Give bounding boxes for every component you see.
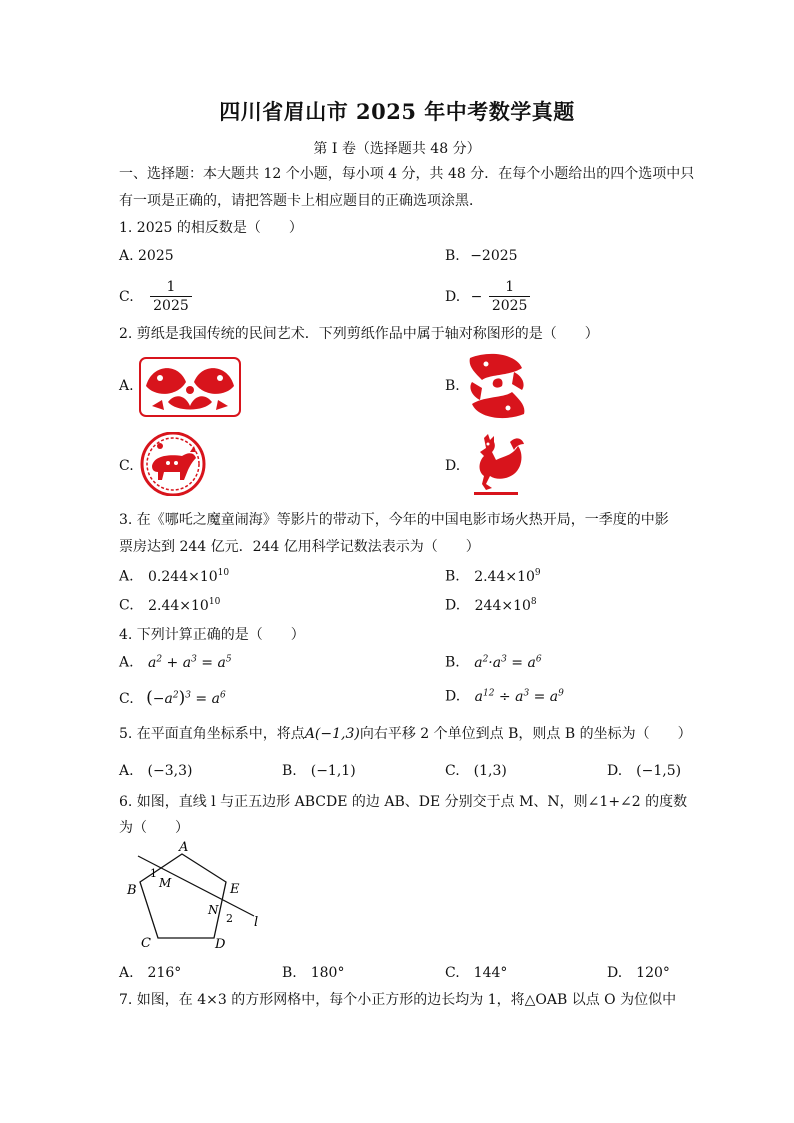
q3-option-b-base: 2.44×10 [474, 568, 535, 585]
q5-option-a: A. (−3,3) [119, 763, 193, 779]
q6-option-d: D. 120° [607, 965, 670, 981]
q1-option-c-numerator: 1 [150, 278, 192, 297]
q2-option-a-label: A. [119, 378, 134, 394]
q1-option-c-fraction [150, 278, 192, 315]
q4-option-a [119, 654, 232, 671]
question-2-stem: 2. 剪纸是我国传统的民间艺术．下列剪纸作品中属于轴对称图形的是（ ） [119, 326, 599, 342]
q5-option-c: C. (1,3) [445, 763, 507, 779]
q3-option-c-base: 2.44×10 [148, 597, 209, 614]
line-l-label: l [254, 915, 259, 930]
q3-option-b-label: B. [445, 568, 460, 585]
question-5-stem [119, 724, 692, 744]
q3-option-d [445, 597, 537, 614]
q4-option-b [445, 654, 542, 671]
q3-option-c-label: C. [119, 597, 134, 614]
paper-cut-twin-fish-image [138, 356, 242, 418]
page-subtitle: 第 I 卷（选择题共 48 分） [313, 141, 481, 157]
q4-option-c-label: C. [119, 691, 134, 707]
q6-option-a: A. 216° [119, 965, 182, 981]
q4-option-b-expression: $a^2\cdot a^3 = a^6$ [474, 654, 542, 671]
question-6-stem-line-2: 为（ ） [119, 820, 189, 836]
q1-option-b-label: B. [445, 248, 460, 264]
pentagon-diagram [122, 840, 272, 955]
q3-option-b-exponent: 9 [534, 568, 541, 578]
q1-option-c-denominator: 2025 [153, 298, 189, 314]
vertex-c-label: C [141, 936, 151, 951]
q3-option-b [445, 568, 541, 585]
vertex-d-label: D [215, 937, 226, 952]
point-n-label: N [208, 903, 219, 917]
q3-option-a-exponent: 10 [217, 568, 230, 578]
question-6-stem-line-1: 6. 如图，直线 l 与正五边形 ABCDE 的边 AB、DE 分别交于点 M、N，则∠1+∠2 的度数 [119, 794, 688, 810]
q5-option-b: B. (−1,1) [282, 763, 356, 779]
vertex-e-label: E [230, 882, 240, 897]
q3-option-d-label: D. [445, 597, 461, 614]
q6-option-b: B. 180° [282, 965, 345, 981]
question-3-stem-line-1: 3. 在《哪吒之魔童闹海》等影片的带动下，今年的中国电影市场火热开局，一季度的中影 [119, 512, 669, 528]
q1-option-c-label: C. [119, 288, 134, 305]
q4-option-b-label: B. [445, 654, 460, 671]
q2-option-c-label: C. [119, 458, 134, 474]
q1-option-b [445, 248, 518, 264]
question-3-stem-line-2: 票房达到 244 亿元．244 亿用科学记数法表示为（ ） [119, 539, 480, 555]
q3-option-d-base: 244×10 [474, 597, 531, 614]
q1-option-d-label: D. [445, 288, 461, 305]
vertex-a-label: A [179, 840, 189, 855]
q4-option-a-label: A. [119, 654, 134, 671]
paper-cut-ox-image [138, 432, 208, 496]
q4-option-d-expression: $a^{12} \div a^3 = a^9$ [474, 688, 564, 705]
q5-stem-suffix: 向右平移 2 个单位到点 B，则点 B 的坐标为（ ） [359, 726, 692, 742]
point-m-label: M [159, 876, 172, 890]
vertex-b-label: B [127, 883, 137, 898]
paper-cut-rooster-image [466, 432, 526, 498]
angle-1-label: 1 [150, 867, 157, 880]
q1-option-c [119, 278, 192, 315]
q3-option-d-exponent: 8 [530, 597, 537, 607]
angle-2-label: 2 [226, 912, 233, 925]
q4-option-c-expression: $(-a^2)^3 = a^6$ [146, 688, 226, 708]
question-1-stem: 1. 2025 的相反数是（ ） [119, 220, 303, 236]
q6-option-c: C. 144° [445, 965, 508, 981]
section-instructions-line-1: 一、选择题：本大题共 12 个小题，每小项 4 分，共 48 分．在每个小题给出的四个选项中只 [119, 166, 695, 182]
q5-stem-prefix: 5. 在平面直角坐标系中，将点 [119, 726, 305, 742]
q2-option-d-label: D. [445, 458, 461, 474]
q4-option-a-expression: $a^2 + a^3 = a^5$ [148, 654, 232, 671]
q4-option-c [119, 688, 226, 708]
q5-stem-point: A(−1,3) [304, 726, 360, 742]
q4-option-d [445, 688, 564, 705]
question-7-stem: 7. 如图，在 4×3 的方形网格中，每个小正方形的边长均为 1，将△OAB 以点 O 为位似中 [119, 992, 677, 1008]
q5-option-d: D. (−1,5) [607, 763, 682, 779]
q1-option-d-denominator: 2025 [491, 298, 528, 314]
q3-option-c [119, 597, 220, 614]
section-instructions-line-2: 有一项是正确的，请把答题卡上相应题目的正确选项涂黑． [119, 193, 483, 209]
paper-cut-rotating-birds-image [464, 350, 530, 422]
q3-option-a-label: A. [119, 568, 134, 585]
q1-option-d-sign: − [470, 288, 483, 305]
q1-option-d-numerator: 1 [489, 278, 531, 297]
q3-option-a-base: 0.244×10 [148, 568, 218, 585]
question-4-stem: 4. 下列计算正确的是（ ） [119, 627, 305, 643]
q1-option-a: A. 2025 [119, 248, 174, 264]
q1-option-d-fraction [489, 278, 531, 315]
q1-option-b-value: −2025 [470, 248, 518, 264]
q4-option-d-label: D. [445, 688, 461, 705]
q3-option-c-exponent: 10 [208, 597, 221, 607]
q1-option-d [445, 278, 530, 315]
q3-option-a [119, 568, 229, 585]
q2-option-b-label: B. [445, 378, 460, 394]
page-title: 四川省眉山市 2025 年中考数学真题 [219, 99, 575, 124]
